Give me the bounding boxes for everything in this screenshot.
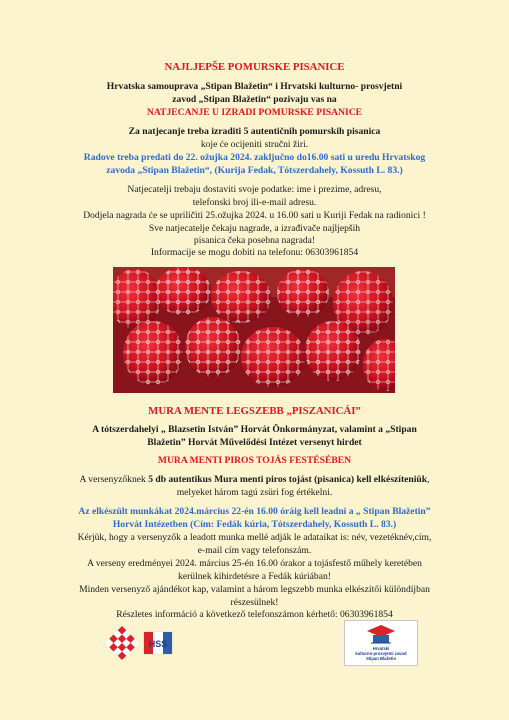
hu-info-line-4: kerülnek kihirdetésre a Fedák kúriában! xyxy=(178,571,331,582)
zavod-logo-line-1: Hrvatski xyxy=(372,646,390,651)
hss-logo xyxy=(104,624,180,662)
zavod-logo xyxy=(344,620,418,666)
hu-intro-line-2: Blažetin” Horvát Művelődési Intézet versenyt hirdet xyxy=(147,437,362,448)
hu-info-line-6: részesülnek! xyxy=(230,597,279,608)
hr-info-line-2: telefonski broj ili-e-mail adresu. xyxy=(192,197,317,208)
zavod-logo-line-2: kulturno-prosvjetni zavod xyxy=(355,651,407,656)
hu-deadline-line-2: Horvát Intézetben (Cím: Fedák kúria, Tótszerdahely, Kossuth L. 83.) xyxy=(112,519,397,530)
hu-info-line-7: Részletes információ a következő telefonszámon kérhető: 06303961854 xyxy=(116,609,393,620)
hr-intro-line-1: Hrvatska samouprava „Stipan Blažetin“ i Hrvatski kulturno- prosvjetni xyxy=(106,81,403,92)
hr-requirement-line-2: koje će ocijeniti stručni žiri. xyxy=(200,139,309,150)
zavod-logo-line-3: Stipan Blažetin xyxy=(365,656,396,661)
hr-intro-line-2: zavod „Stipan Blažetin“ pozivaju vas na xyxy=(172,94,337,105)
red-easter-eggs-photo xyxy=(113,267,395,393)
hu-info-line-1: Kérjük, hogy a versenyzők a leadott munka mellé adják le adataikat is: név, vezetéknév,cím, xyxy=(77,532,432,543)
hu-title: MURA MENTE LEGSZEBB „PISZANICÁI” xyxy=(148,405,361,417)
hu-info-line-2: e-mail cím vagy telefonszám. xyxy=(197,545,312,556)
hr-info-line-6: Informacije se mogu dobiti na telefonu: 06303961854 xyxy=(150,247,359,258)
hu-deadline-line-1: Az elkészült munkákat 2024.március 22-én 16.00 óráig kell leadni a „ Stipan Blažetin” xyxy=(78,506,431,517)
hr-deadline-line-2: zavoda „Stipan Blažetin“, (Kurija Fedak, Tótszerdahely, Kossuth L. 83.) xyxy=(106,165,403,176)
hr-deadline-line-1: Radove treba predati do 22. ožujka 2024. zaključno do16.00 sati u uredu Hrvatskog xyxy=(83,152,426,163)
hu-requirement-line-1: A versenyzőknek 5 db autentikus Mura menti piros tojást (pisanica) kell elkészíteniük, xyxy=(79,474,430,485)
hr-requirement-line-1: Za natjecanje treba izraditi 5 autentičnih pomurskih pisanica xyxy=(128,126,381,137)
hu-info-line-3: A verseny eredményei 2024. március 25-én 16.00 órakor a tojásfestő műhely keretében xyxy=(87,558,422,569)
hss-logo-text: HSS xyxy=(148,639,168,649)
hu-intro-line-3: MURA MENTI PIROS TOJÁS FESTÉSÉBEN xyxy=(157,455,352,466)
hr-info-line-1: Natjecatelji trebaju dostaviti svoje podatke: ime i prezime, adresu, xyxy=(127,184,382,195)
hr-intro-line-3: NATJECANJE U IZRADI POMURSKE PISANICE xyxy=(146,107,363,118)
hu-info-line-5: Minden versenyző ajándékot kap, valamint a három legszebb munka elkészítői különdíjban xyxy=(79,584,430,595)
hr-info-line-5: pisanica čeka posebna nagrada! xyxy=(193,235,316,246)
hu-requirement-line-2: melyeket három tagú zsüri fog értékelni. xyxy=(176,487,333,498)
hr-title: NAJLJEPŠE POMURSKE PISANICE xyxy=(164,61,345,73)
hu-intro-line-1: A tótszerdahelyi „ Blazsetin István” Horvát Önkormányzat, valamint a „Stipan xyxy=(92,424,417,435)
hr-info-line-4: Sve natjecatelje čekaju nagrade, a izrađivače najljepših xyxy=(148,223,361,234)
hr-info-line-3: Dodjela nagrada će se upriličiti 25.ožujka 2024. u 16.00 sati u Kuriji Fedak na radionici ! xyxy=(83,210,426,221)
